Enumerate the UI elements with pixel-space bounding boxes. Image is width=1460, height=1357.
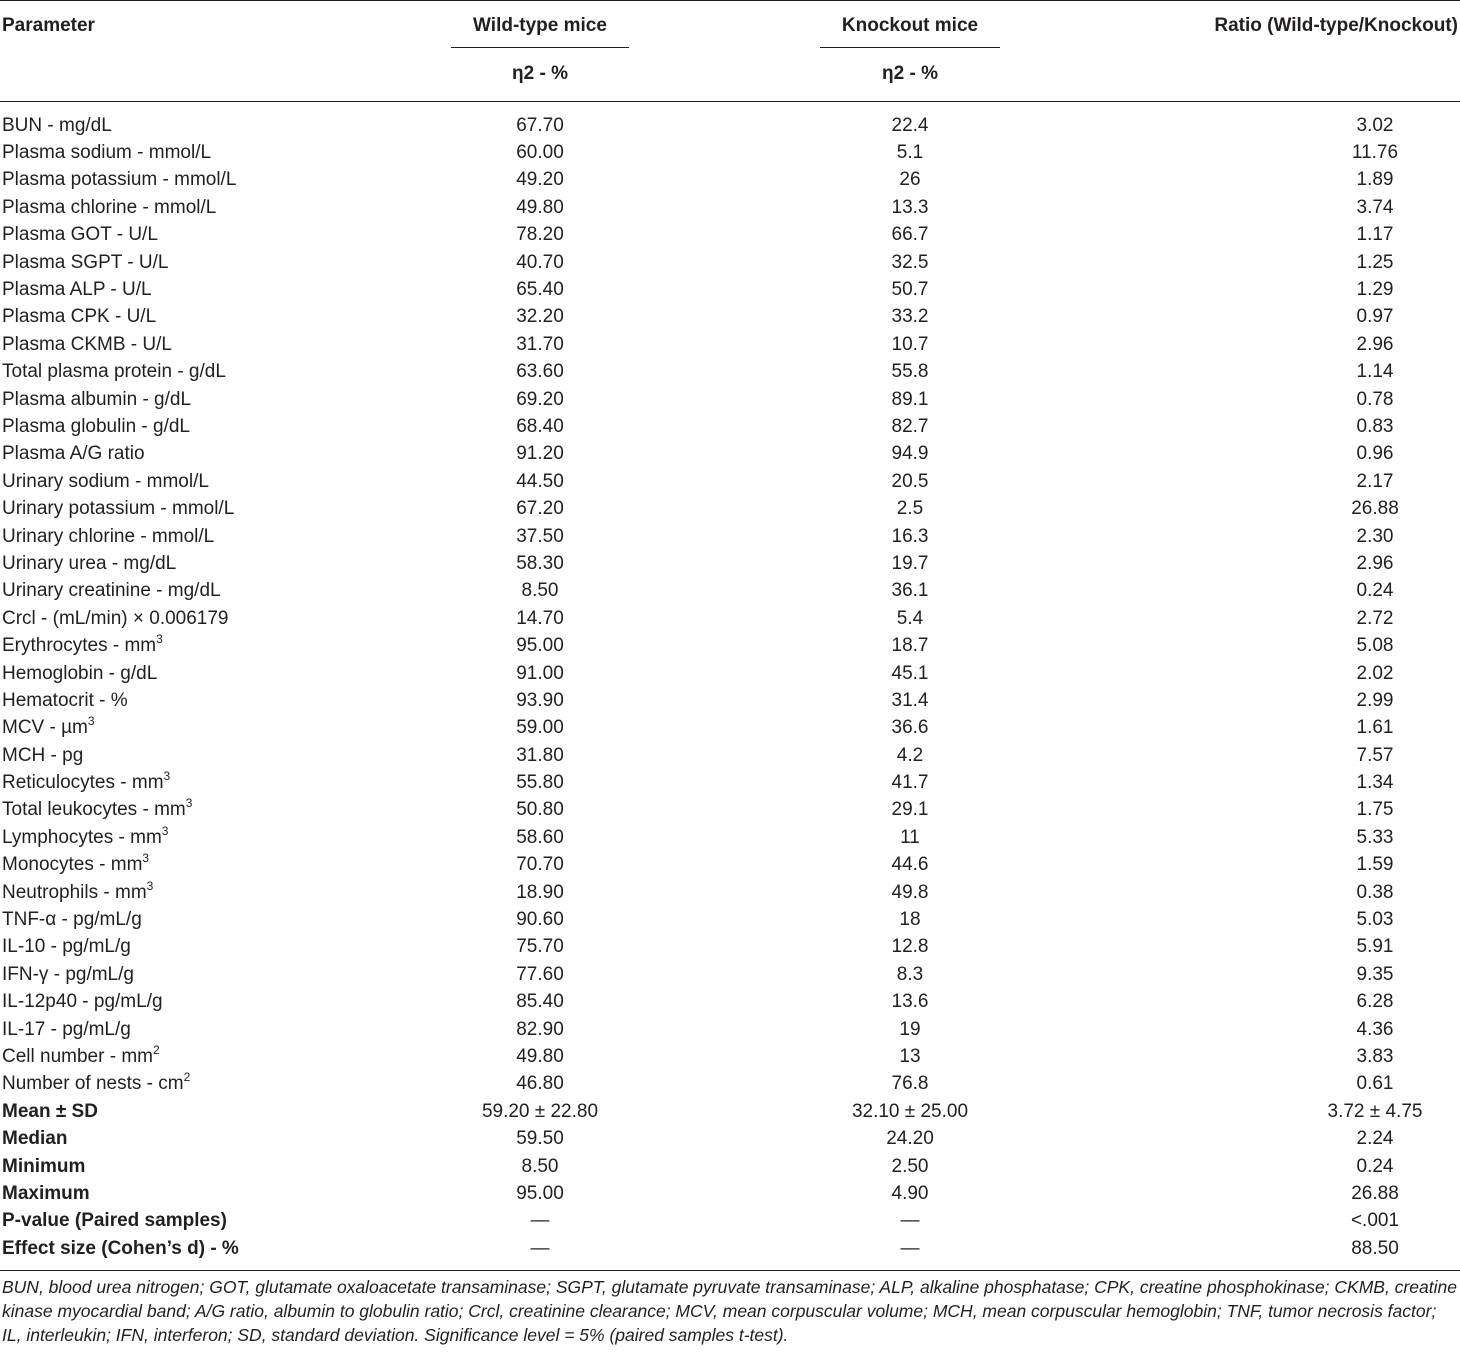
parameter-label: BUN - mg/dL (2, 114, 112, 136)
row-ratio-value: 2.72 (1356, 607, 1394, 629)
row-ratio-value: 2.99 (1356, 689, 1394, 711)
unit-exponent: 3 (146, 878, 154, 893)
row-wild-type-value: 58.30 (516, 552, 564, 574)
row-wild-type-value: 63.60 (516, 361, 564, 383)
row-parameter (0, 221, 400, 248)
row-wild-type-value: 49.80 (516, 196, 564, 218)
table-row (0, 687, 1460, 714)
row-ratio-value: 11.76 (1351, 142, 1399, 164)
unit-exponent: 3 (163, 769, 171, 784)
parameter-label: Urinary creatinine - mg/dL (2, 580, 221, 602)
row-wild-type-value: 60.00 (516, 142, 564, 164)
unit-exponent: 3 (156, 632, 163, 647)
summary-knockout-value: 4.90 (891, 1182, 929, 1204)
row-ratio-value: 0.61 (1356, 1073, 1394, 1095)
table-row (0, 933, 1460, 960)
row-parameter (0, 988, 400, 1015)
row-wild-type-value: 55.80 (516, 772, 564, 794)
row-knockout-value: 2.5 (896, 498, 924, 520)
row-ratio-value: 5.08 (1356, 635, 1394, 657)
row-knockout-value: 5.1 (896, 142, 924, 164)
table-row (0, 632, 1460, 659)
row-ratio-value: 1.75 (1356, 799, 1394, 821)
row-parameter (0, 139, 400, 166)
table-row (0, 796, 1460, 823)
row-ratio-value: 7.57 (1356, 744, 1394, 766)
row-knockout-value: 26 (899, 169, 921, 191)
summary-row (0, 1125, 1460, 1152)
row-ratio-value: 3.83 (1356, 1045, 1394, 1067)
parameter-label: Plasma sodium - mmol/L (2, 142, 212, 164)
summary-knockout-value: — (900, 1210, 920, 1232)
table-row (0, 112, 1460, 139)
parameter-label: MCV - µm (2, 717, 88, 739)
row-knockout-value: 19.7 (891, 552, 929, 574)
row-ratio-value: 1.61 (1356, 717, 1394, 739)
row-knockout-value: 13.6 (891, 991, 929, 1013)
row-wild-type-value: 75.70 (516, 936, 564, 958)
summary-wild-type-value: 59.50 (516, 1128, 564, 1150)
row-wild-type-value: 91.20 (516, 443, 564, 465)
row-ratio-value: 1.17 (1356, 224, 1394, 246)
row-wild-type-value: 58.60 (516, 826, 564, 848)
row-knockout-value: 8.3 (896, 963, 924, 985)
row-knockout-value: 49.8 (891, 881, 929, 903)
table-row (0, 303, 1460, 330)
parameter-label: Plasma GOT - U/L (2, 224, 158, 246)
parameter-label: IFN-γ - pg/mL/g (2, 963, 134, 985)
parameter-label: Urinary potassium - mmol/L (2, 498, 235, 520)
table-row (0, 194, 1460, 221)
row-wild-type-value: 68.40 (516, 415, 564, 437)
parameter-label: Plasma CPK - U/L (2, 306, 157, 328)
table-footnote: BUN, blood urea nitrogen; GOT, glutamate oxaloacetate transaminase; SGPT, glutamate pyruvate transaminase; ALP, alkaline phosphatase; CPK, creatine phosphokinase; CKMB, creatine kinase myocardial band; A/G ratio, albumin to globulin ratio; Crcl, creatinine clearance; MCV, mean corpuscular volume; MCH, mean corpuscular hemoglobin; TNF, tumor necrosis factor; IL, interleukin; IFN, interferon; SD, standard deviation. Significance level = 5% (paired samples t-test). (2, 1276, 1457, 1345)
row-parameter (0, 303, 400, 330)
row-wild-type-value: 59.00 (516, 717, 564, 739)
table-row (0, 605, 1460, 632)
table-row (0, 714, 1460, 741)
table-row (0, 440, 1460, 467)
row-knockout-value: 94.9 (891, 443, 929, 465)
row-parameter (0, 413, 400, 440)
header-knockout: Knockout mice (820, 15, 1000, 48)
row-parameter (0, 741, 400, 768)
row-knockout-value: 44.6 (891, 854, 929, 876)
row-knockout-value: 45.1 (891, 662, 929, 684)
row-knockout-value: 19 (899, 1018, 921, 1040)
parameter-label: Urinary sodium - mmol/L (2, 470, 209, 492)
parameter-label: Plasma CKMB - U/L (2, 333, 172, 355)
row-wild-type-value: 67.20 (516, 498, 564, 520)
row-knockout-value: 13.3 (891, 196, 929, 218)
summary-wild-type-value: — (530, 1237, 550, 1259)
row-ratio-value: 0.24 (1356, 580, 1394, 602)
parameter-label: IL-17 - pg/mL/g (2, 1018, 131, 1040)
parameter-label: Total plasma protein - g/dL (2, 361, 226, 383)
table-row (0, 1015, 1460, 1042)
row-wild-type-value: 93.90 (516, 689, 564, 711)
row-knockout-value: 89.1 (891, 388, 929, 410)
row-knockout-value: 13 (899, 1045, 921, 1067)
summary-row (0, 1180, 1460, 1207)
row-parameter (0, 824, 400, 851)
row-parameter (0, 166, 400, 193)
header-ratio: Ratio (Wild-type/Knockout) (1214, 15, 1458, 36)
row-ratio-value: 3.74 (1356, 196, 1394, 218)
summary-label: Minimum (2, 1155, 86, 1177)
summary-row (0, 1152, 1460, 1179)
summary-knockout-value: 2.50 (891, 1155, 929, 1177)
row-wild-type-value: 50.80 (516, 799, 564, 821)
row-parameter (0, 440, 400, 467)
summary-row (0, 1098, 1460, 1125)
row-ratio-value: 5.91 (1356, 936, 1394, 958)
row-ratio-value: 9.35 (1356, 963, 1394, 985)
summary-knockout-value: 24.20 (886, 1128, 934, 1150)
row-parameter (0, 358, 400, 385)
parameter-label: Urinary chlorine - mmol/L (2, 525, 215, 547)
row-knockout-value: 36.1 (891, 580, 929, 602)
row-parameter (0, 112, 400, 139)
summary-ratio-value: 3.72 ± 4.75 (1327, 1100, 1423, 1122)
parameter-label: Total leukocytes - mm (2, 799, 186, 821)
summary-wild-type-value: 95.00 (516, 1182, 564, 1204)
row-knockout-value: 12.8 (891, 936, 929, 958)
summary-ratio-value: 0.24 (1356, 1155, 1394, 1177)
row-wild-type-value: 95.00 (516, 635, 564, 657)
parameter-label: Number of nests - cm (2, 1073, 184, 1095)
summary-wild-type-value: 59.20 ± 22.80 (481, 1100, 599, 1122)
row-parameter (0, 331, 400, 358)
parameter-label: Hematocrit - % (2, 689, 128, 711)
summary-row (0, 1235, 1460, 1262)
row-knockout-value: 5.4 (896, 607, 924, 629)
row-wild-type-value: 67.70 (516, 114, 564, 136)
parameter-label: Plasma SGPT - U/L (2, 251, 169, 273)
row-wild-type-value: 40.70 (516, 251, 564, 273)
table-row (0, 166, 1460, 193)
parameter-label: IL-10 - pg/mL/g (2, 936, 131, 958)
row-knockout-value: 32.5 (891, 251, 929, 273)
row-knockout-value: 66.7 (891, 224, 929, 246)
row-ratio-value: 1.25 (1356, 251, 1394, 273)
row-wild-type-value: 49.80 (516, 1045, 564, 1067)
summary-label: Median (2, 1128, 68, 1150)
summary-row (0, 1207, 1460, 1234)
unit-exponent: 3 (142, 851, 150, 866)
table-row (0, 358, 1460, 385)
row-wild-type-value: 78.20 (516, 224, 564, 246)
row-wild-type-value: 31.70 (516, 333, 564, 355)
row-wild-type-value: 31.80 (516, 744, 564, 766)
row-knockout-value: 76.8 (891, 1073, 929, 1095)
row-knockout-value: 22.4 (891, 114, 929, 136)
bottom-rule (0, 1262, 1460, 1271)
table-row (0, 468, 1460, 495)
table-row (0, 385, 1460, 412)
row-wild-type-value: 46.80 (516, 1073, 564, 1095)
row-parameter (0, 577, 400, 604)
row-ratio-value: 0.78 (1356, 388, 1394, 410)
row-ratio-value: 2.30 (1356, 525, 1394, 547)
header-wild-type: Wild-type mice (451, 15, 629, 48)
row-ratio-value: 0.83 (1356, 415, 1394, 437)
table-row (0, 824, 1460, 851)
row-wild-type-value: 65.40 (516, 279, 564, 301)
row-ratio-value: 2.17 (1356, 470, 1394, 492)
table-row (0, 495, 1460, 522)
table-row (0, 413, 1460, 440)
row-knockout-value: 33.2 (891, 306, 929, 328)
row-parameter (0, 687, 400, 714)
row-knockout-value: 10.7 (891, 333, 929, 355)
row-knockout-value: 16.3 (891, 525, 929, 547)
parameter-label: MCH - pg (2, 744, 84, 766)
parameter-label: Plasma globulin - g/dL (2, 415, 190, 437)
row-parameter (0, 550, 400, 577)
row-ratio-value: 2.02 (1356, 662, 1394, 684)
table-row (0, 248, 1460, 275)
parameter-label: Lymphocytes - mm (2, 826, 162, 848)
table-row (0, 1070, 1460, 1097)
unit-exponent: 3 (161, 823, 169, 838)
table-row (0, 276, 1460, 303)
row-knockout-value: 18.7 (891, 635, 929, 657)
row-knockout-value: 4.2 (896, 744, 924, 766)
row-wild-type-value: 69.20 (516, 388, 564, 410)
row-parameter (0, 851, 400, 878)
row-parameter (0, 194, 400, 221)
summary-ratio-value: 26.88 (1351, 1182, 1399, 1204)
row-ratio-value: 0.38 (1356, 881, 1394, 903)
row-parameter (0, 495, 400, 522)
row-wild-type-value: 77.60 (516, 963, 564, 985)
parameter-label: Cell number - mm (2, 1045, 153, 1067)
row-parameter (0, 605, 400, 632)
row-knockout-value: 11 (900, 826, 920, 848)
row-parameter (0, 769, 400, 796)
row-ratio-value: 3.02 (1356, 114, 1394, 136)
summary-label: Effect size (Cohen’s d) - % (2, 1237, 239, 1259)
summary-wild-type-value: — (530, 1210, 550, 1232)
row-parameter (0, 632, 400, 659)
table-row (0, 988, 1460, 1015)
row-ratio-value: 5.03 (1356, 909, 1394, 931)
row-knockout-value: 29.1 (891, 799, 929, 821)
row-wild-type-value: 14.70 (516, 607, 564, 629)
parameter-label: Crcl - (mL/min) × 0.006179 (2, 607, 229, 629)
row-parameter (0, 1070, 400, 1097)
summary-wild-type-value: 8.50 (521, 1155, 559, 1177)
table-row (0, 741, 1460, 768)
summary-label: Maximum (2, 1182, 90, 1204)
parameter-label: Plasma A/G ratio (2, 443, 145, 465)
table-row (0, 851, 1460, 878)
parameter-label: Erythrocytes - mm (2, 635, 157, 657)
row-ratio-value: 4.36 (1356, 1018, 1394, 1040)
row-parameter (0, 1015, 400, 1042)
row-parameter (0, 714, 400, 741)
row-parameter (0, 385, 400, 412)
table-row (0, 577, 1460, 604)
row-ratio-value: 6.28 (1356, 991, 1394, 1013)
row-ratio-value: 1.89 (1356, 169, 1394, 191)
table-row (0, 331, 1460, 358)
row-wild-type-value: 70.70 (516, 854, 564, 876)
parameter-label: Plasma albumin - g/dL (2, 388, 192, 410)
unit-exponent: 3 (87, 714, 95, 729)
row-parameter (0, 1043, 400, 1070)
table-row (0, 139, 1460, 166)
row-knockout-value: 55.8 (891, 361, 929, 383)
summary-ratio-value: <.001 (1350, 1210, 1400, 1232)
row-wild-type-value: 44.50 (516, 470, 564, 492)
row-parameter (0, 906, 400, 933)
header-rule (0, 101, 1460, 112)
row-parameter (0, 468, 400, 495)
row-ratio-value: 1.59 (1356, 854, 1394, 876)
table-row (0, 878, 1460, 905)
table-row (0, 221, 1460, 248)
row-ratio-value: 5.33 (1356, 826, 1394, 848)
row-ratio-value: 0.96 (1356, 443, 1394, 465)
table-row (0, 659, 1460, 686)
row-ratio-value: 1.29 (1356, 279, 1394, 301)
row-ratio-value: 2.96 (1356, 552, 1394, 574)
row-parameter (0, 522, 400, 549)
row-knockout-value: 82.7 (891, 415, 929, 437)
parameter-label: Hemoglobin - g/dL (2, 662, 158, 684)
row-wild-type-value: 18.90 (516, 881, 564, 903)
row-parameter (0, 878, 400, 905)
summary-label: P-value (Paired samples) (2, 1210, 227, 1232)
row-knockout-value: 41.7 (891, 772, 929, 794)
summary-ratio-value: 2.24 (1356, 1128, 1394, 1150)
table-row (0, 769, 1460, 796)
parameter-label: Plasma ALP - U/L (2, 279, 152, 301)
unit-exponent: 2 (152, 1042, 160, 1057)
summary-label: Mean ± SD (2, 1100, 98, 1122)
row-ratio-value: 0.97 (1356, 306, 1394, 328)
row-parameter (0, 276, 400, 303)
row-ratio-value: 2.96 (1356, 333, 1394, 355)
row-wild-type-value: 37.50 (516, 525, 564, 547)
table-body (0, 101, 1460, 1270)
parameter-label: Reticulocytes - mm (2, 772, 164, 794)
row-parameter (0, 796, 400, 823)
parameter-label: IL-12p40 - pg/mL/g (2, 991, 163, 1013)
row-parameter (0, 659, 400, 686)
row-wild-type-value: 49.20 (516, 169, 564, 191)
parameter-label: Urinary urea - mg/dL (2, 552, 177, 574)
table-row (0, 906, 1460, 933)
row-wild-type-value: 82.90 (516, 1018, 564, 1040)
row-parameter (0, 961, 400, 988)
row-ratio-value: 26.88 (1351, 498, 1399, 520)
row-wild-type-value: 90.60 (516, 909, 564, 931)
table-row (0, 961, 1460, 988)
table-row (0, 1043, 1460, 1070)
row-knockout-value: 50.7 (891, 279, 929, 301)
summary-knockout-value: — (900, 1237, 920, 1259)
row-wild-type-value: 8.50 (521, 580, 559, 602)
summary-ratio-value: 88.50 (1351, 1237, 1399, 1259)
row-wild-type-value: 32.20 (516, 306, 564, 328)
subheader-knockout: η2 - % (882, 63, 938, 84)
parameter-label: TNF-α - pg/mL/g (2, 909, 142, 931)
row-ratio-value: 1.14 (1356, 361, 1394, 383)
row-wild-type-value: 91.00 (516, 662, 564, 684)
summary-knockout-value: 32.10 ± 25.00 (851, 1100, 969, 1122)
table-row (0, 522, 1460, 549)
row-knockout-value: 31.4 (891, 689, 929, 711)
row-parameter (0, 248, 400, 275)
parameter-label: Monocytes - mm (2, 854, 143, 876)
row-ratio-value: 1.34 (1356, 772, 1394, 794)
unit-exponent: 2 (183, 1070, 191, 1085)
header-parameter: Parameter (2, 15, 95, 36)
parameter-label: Plasma potassium - mmol/L (2, 169, 237, 191)
unit-exponent: 3 (185, 796, 193, 811)
row-knockout-value: 20.5 (891, 470, 929, 492)
subheader-wild-type: η2 - % (512, 63, 568, 84)
table-header (0, 1, 1460, 102)
table-row (0, 550, 1460, 577)
row-parameter (0, 933, 400, 960)
parameter-label: Neutrophils - mm (2, 881, 147, 903)
row-knockout-value: 36.6 (891, 717, 929, 739)
row-knockout-value: 18 (899, 909, 921, 931)
row-wild-type-value: 85.40 (516, 991, 564, 1013)
parameter-label: Plasma chlorine - mmol/L (2, 196, 217, 218)
